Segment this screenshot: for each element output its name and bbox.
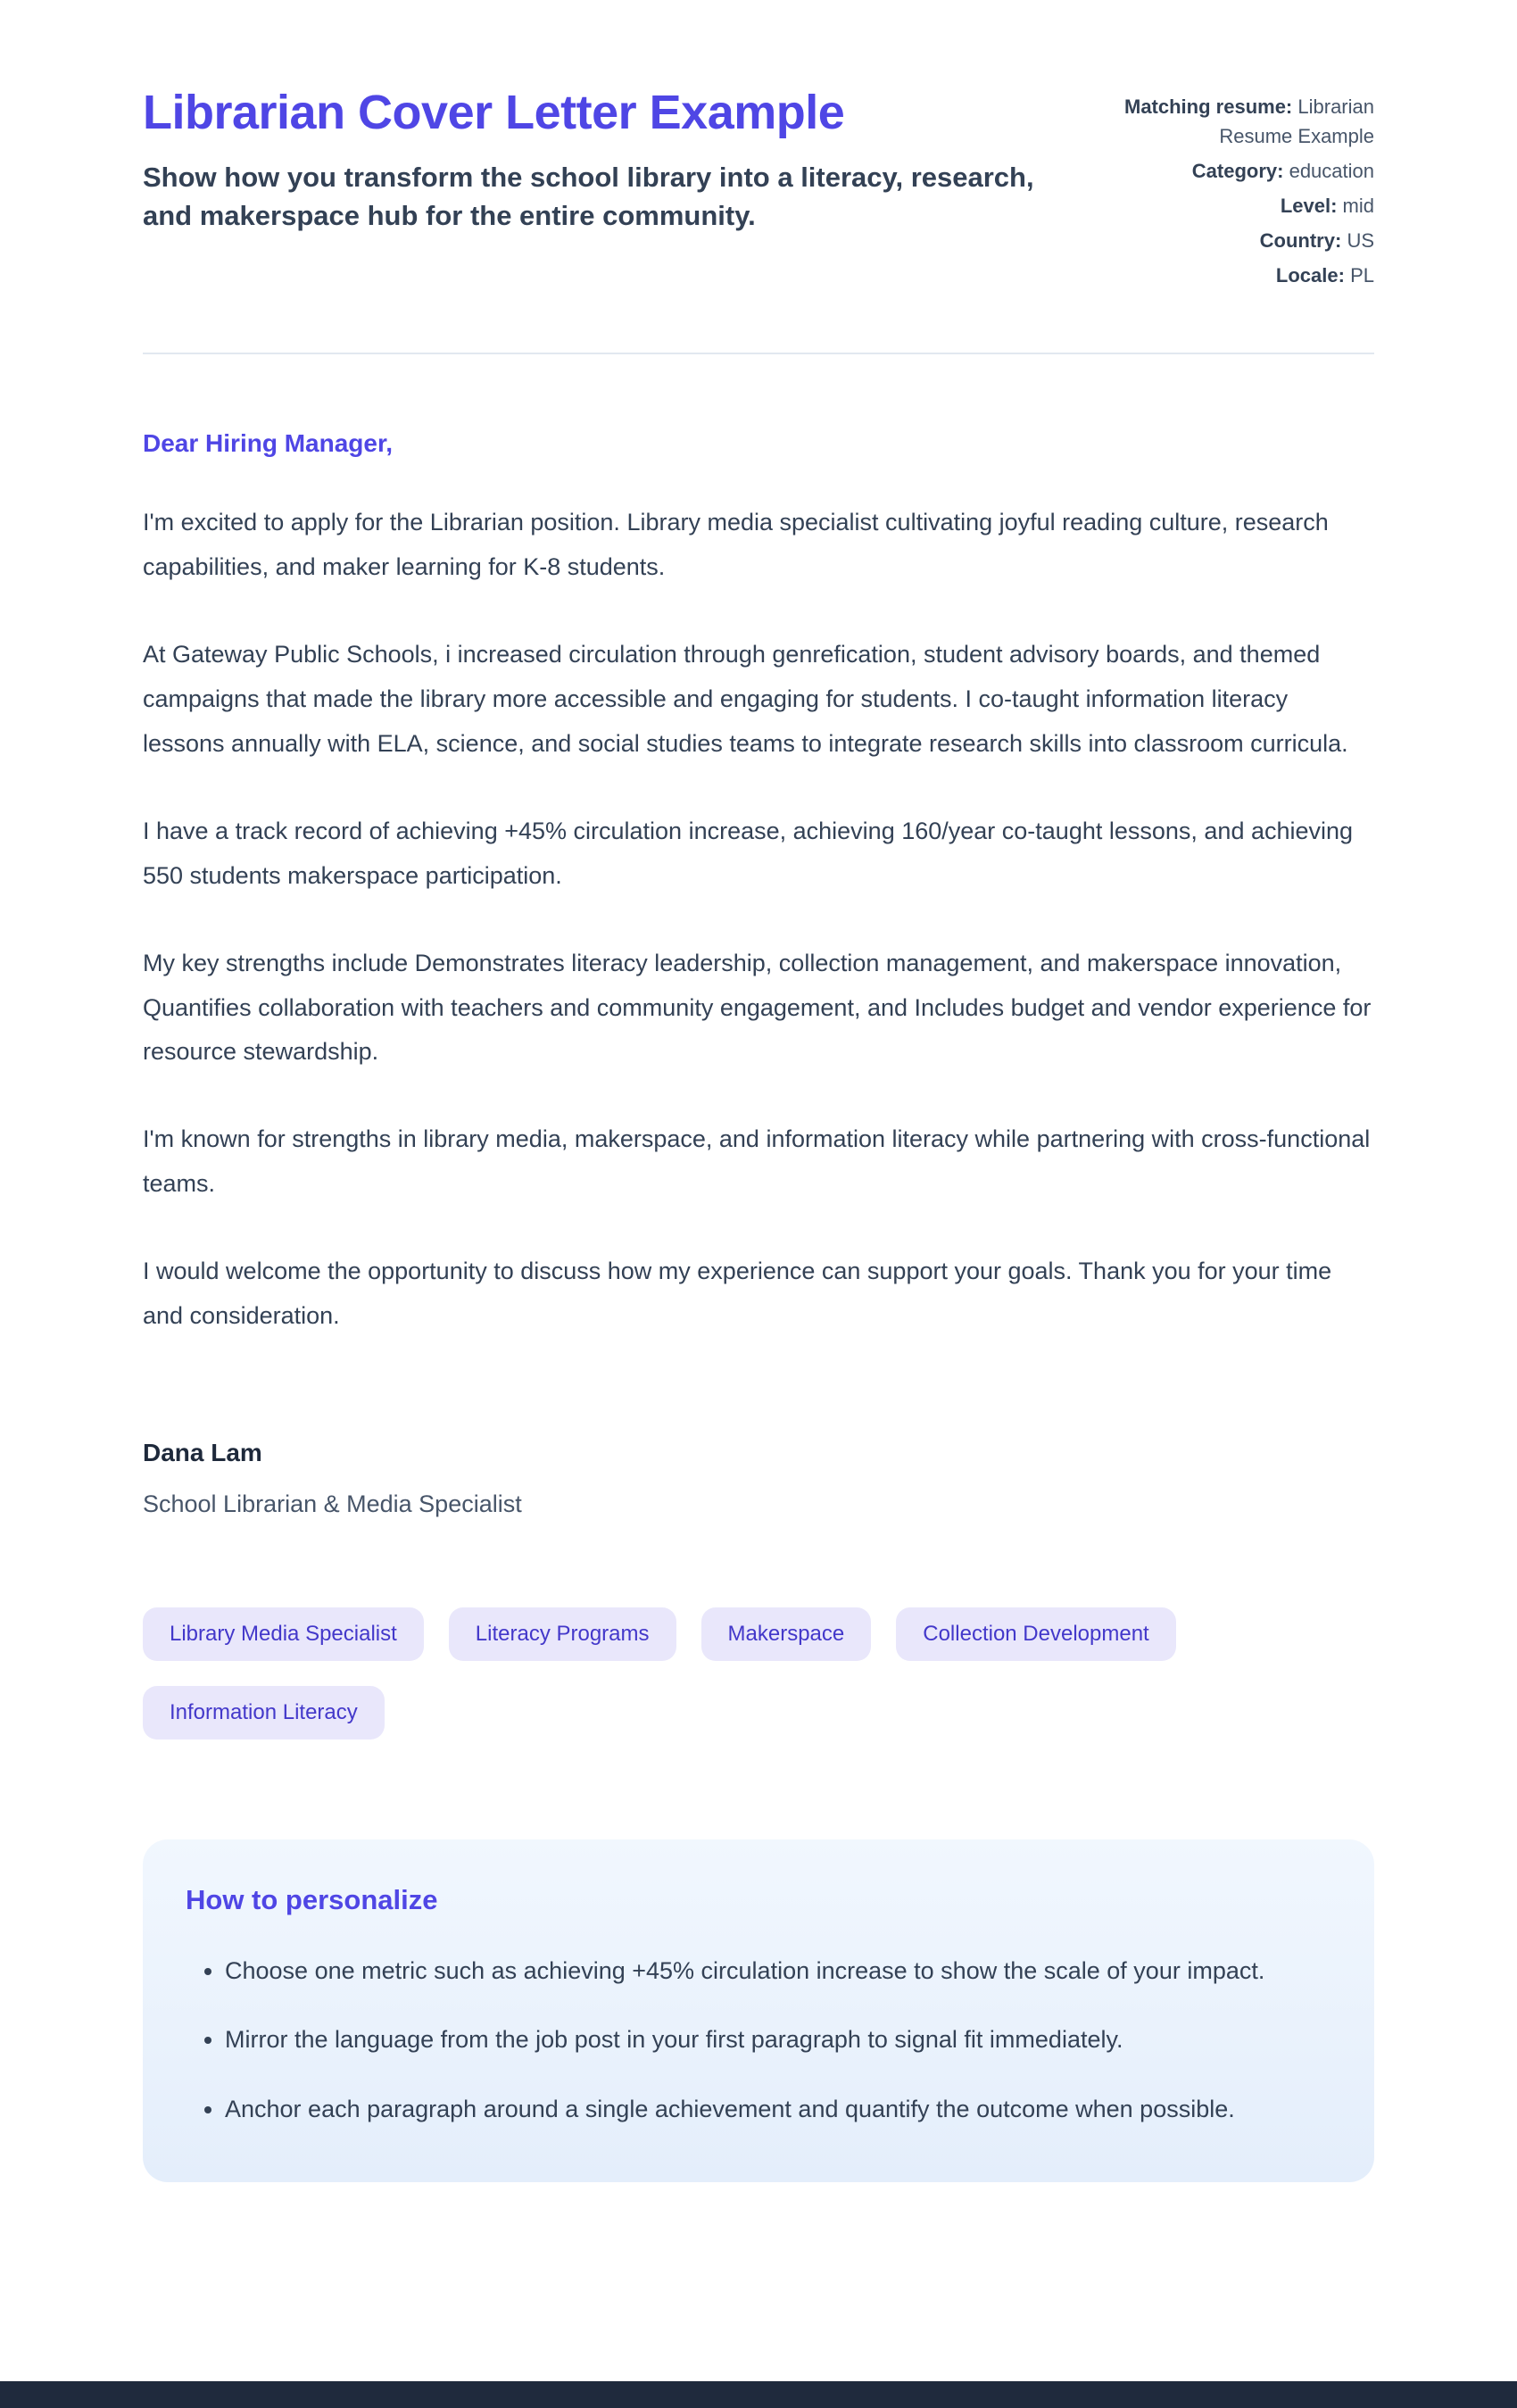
meta-label: Category: [1191, 160, 1284, 182]
tag-makerspace[interactable]: Makerspace [701, 1607, 872, 1661]
greeting: Dear Hiring Manager, [143, 429, 394, 457]
meta-value: Librarian Resume Example [1219, 95, 1374, 147]
letter-paragraph-3: I have a track record of achieving +45% circulation increase, achieving 160/year co-taught lessons, and achieving 550 students makerspace participation. [143, 817, 1354, 889]
personalize-box [143, 1839, 1374, 2182]
letter-paragraph-5: I'm known for strengths in library media, makerspace, and information literacy while partnering with cross-functional teams. [143, 1125, 1371, 1198]
meta-country [1098, 226, 1374, 255]
header [143, 85, 1374, 295]
personalize-tip-2: • Mirror the language from the job post in your first paragraph to signal fit immediately. [225, 2019, 1324, 2061]
meta-value: US [1347, 229, 1374, 252]
divider [143, 353, 1374, 354]
meta-label: Country: [1259, 229, 1342, 252]
meta-label: Locale: [1275, 264, 1345, 286]
tag-collection-development[interactable]: Collection Development [896, 1607, 1175, 1661]
personalize-tip-1: • Choose one metric such as achieving +45% circulation increase to show the scale of your impact. [225, 1950, 1324, 1992]
letter-paragraph-2: At Gateway Public Schools, i increased circulation through genrefication, student advisory boards, and themed campaigns that made the library more accessible and engaging for students. I co-taught information literacy lessons annually with ELA, science, and social studies teams to integrate research skills into classroom curricula. [143, 640, 1348, 757]
personalize-tip-3: • Anchor each paragraph around a single achievement and quantify the outcome when possible. [225, 2088, 1324, 2130]
tag-literacy-programs[interactable]: Literacy Programs [449, 1607, 676, 1661]
cover-letter-page [143, 0, 1374, 2307]
personalize-tip-list [186, 1950, 1324, 2130]
meta-label: Matching resume: [1124, 95, 1293, 118]
header-titles [143, 85, 1035, 236]
signature-title: School Librarian & Media Specialist [143, 1490, 522, 1518]
tag-library-media-specialist[interactable]: Library Media Specialist [143, 1607, 424, 1661]
meta-value: PL [1350, 264, 1374, 286]
tag-list [143, 1607, 1374, 1740]
meta-locale [1098, 261, 1374, 290]
meta-level [1098, 191, 1374, 220]
meta-category [1098, 156, 1374, 186]
meta-label: Level: [1280, 195, 1338, 217]
letter-body [143, 429, 1374, 1518]
meta-value: mid [1342, 195, 1374, 217]
personalize-heading: How to personalize [186, 1884, 438, 1916]
letter-paragraph-6: I would welcome the opportunity to discuss how my experience can support your goals. Thank you for your time and consideration. [143, 1258, 1332, 1330]
footer-bar [0, 2381, 1517, 2408]
signature-name: Dana Lam [143, 1439, 262, 1467]
letter-paragraph-1: I'm excited to apply for the Librarian position. Library media specialist cultivating joyful reading culture, research capabilities, and maker learning for K-8 students. [143, 509, 1329, 580]
page-subtitle: Show how you transform the school library into a literacy, research, and makerspace hub for the entire community. [143, 162, 1034, 232]
meta-panel [1098, 85, 1374, 295]
letter-paragraph-4: My key strengths include Demonstrates literacy leadership, collection management, and makerspace innovation, Quantifies collaboration with teachers and community engagement, and Includes budget and vendor experience for resource stewardship. [143, 949, 1372, 1066]
meta-matching-resume [1098, 92, 1374, 151]
page-title: Librarian Cover Letter Example [143, 86, 845, 139]
tag-information-literacy[interactable]: Information Literacy [143, 1686, 385, 1740]
meta-value: education [1289, 160, 1374, 182]
